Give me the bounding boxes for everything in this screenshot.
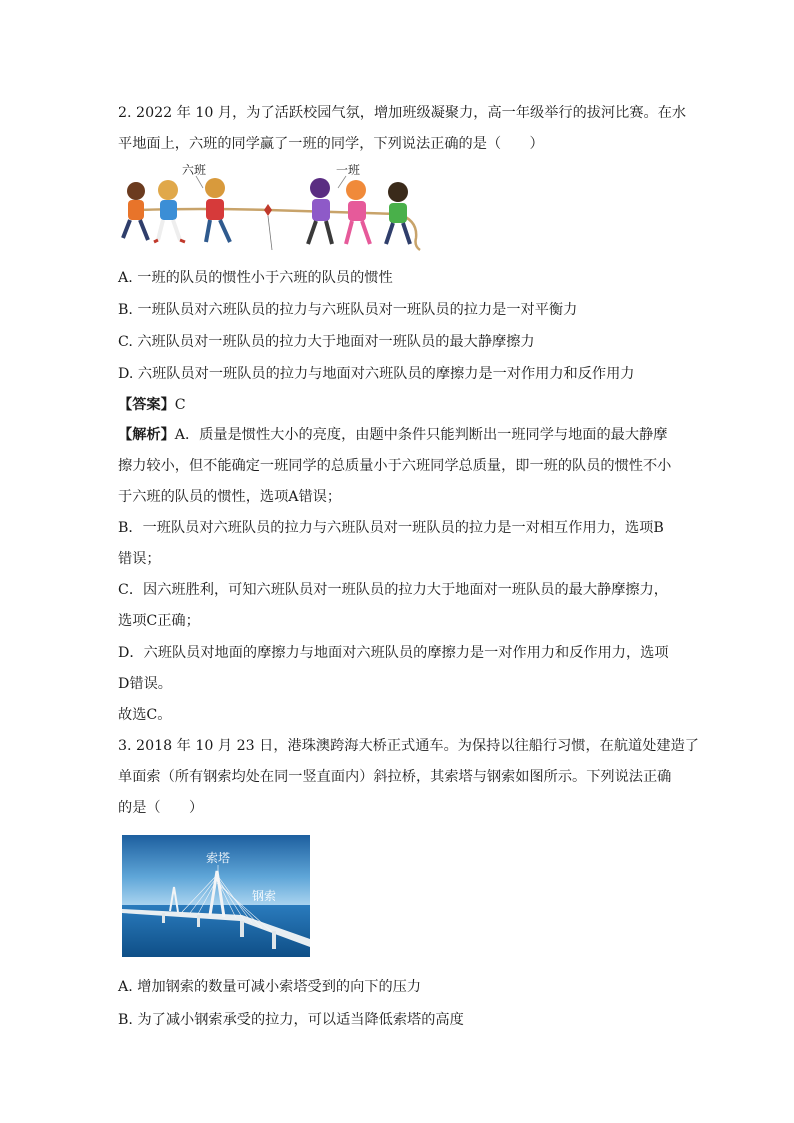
q3-stem-line-2: 单面索（所有钢索均处在同一竖直面内）斜拉桥，其索塔与钢索如图所示。下列说法正确 — [118, 769, 672, 785]
q2-analysis-line-4: B．一班队员对六班队员的拉力与六班队员对一班队员的拉力是一对相互作用力，选项B — [118, 520, 664, 536]
q2-answer-line — [118, 395, 186, 415]
q3-option-b: B. 为了减小钢索承受的拉力，可以适当降低索塔的高度 — [118, 1012, 464, 1028]
q2-analysis-line-10: 故选C。 — [118, 707, 172, 723]
q2-analysis-line-8: D．六班队员对地面的摩擦力与地面对六班队员的摩擦力是一对作用力和反作用力，选项 — [118, 645, 669, 661]
q2-analysis-line-6: C．因六班胜利，可知六班队员对一班队员的拉力大于地面对一班队员的最大静摩擦力， — [118, 582, 668, 598]
bridge-photo — [122, 835, 310, 957]
analysis-tag: 【解析】 — [118, 427, 175, 443]
q2-stem-line-2: 平地面上，六班的同学赢了一班的同学，下列说法正确的是（ ） — [118, 136, 544, 152]
answer-tag: 【答案】 — [118, 397, 175, 413]
figure-label-class-one: 一班 — [336, 163, 361, 177]
bridge-label-cable: 钢索 — [252, 889, 277, 903]
q2-option-a: A. 一班的队员的惯性小于六班的队员的惯性 — [118, 270, 393, 286]
q2-analysis-line-2: 擦力较小，但不能确定一班同学的总质量小于六班同学总质量，即一班的队员的惯性不小 — [118, 458, 672, 474]
q2-option-c: C. 六班队员对一班队员的拉力大于地面对一班队员的最大静摩擦力 — [118, 334, 535, 350]
tug-of-war-figure — [118, 158, 438, 258]
q3-stem-line-1: 3. 2018 年 10 月 23 日，港珠澳跨海大桥正式通车。为保持以往船行习惯，在航道处建造了 — [118, 738, 699, 754]
tug-of-war-illustration — [118, 158, 438, 258]
q3-stem-line-3: 的是（ ） — [118, 800, 204, 816]
q2-analysis-line-9: D错误。 — [118, 676, 172, 692]
q2-analysis-line-3: 于六班的队员的惯性，选项A错误； — [118, 489, 342, 505]
q2-option-b: B. 一班队员对六班队员的拉力与六班队员对一班队员的拉力是一对平衡力 — [118, 302, 578, 318]
q2-option-d: D. 六班队员对一班队员的拉力与地面对六班队员的摩擦力是一对作用力和反作用力 — [118, 366, 635, 382]
analysis-text-1: A．质量是惯性大小的亮度，由题中条件只能判断出一班同学与地面的最大静摩 — [174, 427, 668, 443]
q2-analysis-line-5: 错误； — [118, 551, 161, 567]
q2-analysis-line-7: 选项C正确； — [118, 613, 200, 629]
figure-label-class-six: 六班 — [182, 163, 207, 177]
bridge-label-tower: 索塔 — [206, 851, 231, 865]
answer-value: C — [174, 397, 186, 413]
q2-analysis-line-1 — [118, 425, 667, 445]
q3-option-a: A. 增加钢索的数量可减小索塔受到的向下的压力 — [118, 979, 422, 995]
q2-stem-line-1: 2. 2022 年 10 月，为了活跃校园气氛，增加班级凝聚力，高一年级举行的拔河比赛。在水 — [118, 105, 687, 121]
